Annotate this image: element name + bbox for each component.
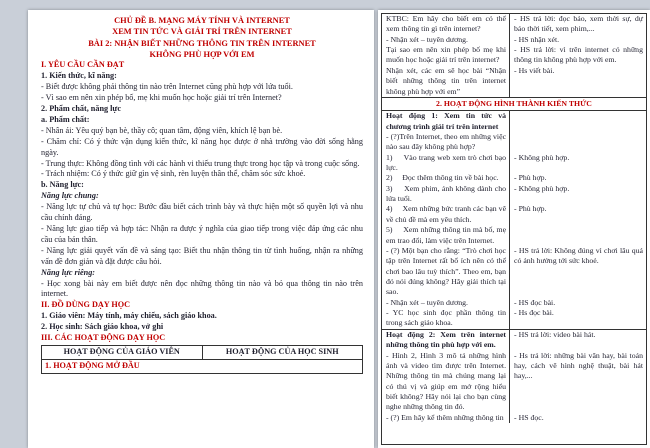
- doc-block: - Trung thực: Không đồng tình với các hành vi thiếu trung thực trong học tập và trong cuộc sống.: [41, 158, 360, 168]
- doc-block: I. YÊU CẦU CẦN ĐẠT: [41, 60, 125, 70]
- table-row: [382, 204, 646, 225]
- teacher-activity-cell: 2) Đọc thêm thông tin về bài học.: [382, 173, 510, 183]
- table-row: [382, 66, 646, 97]
- activities-table-continued: [381, 13, 647, 445]
- table-row: [382, 308, 646, 329]
- title-line-1: CHỦ ĐỀ B. MẠNG MÁY TÍNH VÀ INTERNET: [114, 16, 290, 25]
- teacher-activity-cell: Tại sao em nên xin phép bố mẹ khi muốn học hoặc giải trí trên internet?: [382, 45, 510, 66]
- document-title: [41, 15, 363, 60]
- student-activity-cell: - HS trả lời: vì trên internet có những thông tin không phù hợp với em.: [514, 45, 643, 65]
- doc-block: Năng lực chung:: [41, 191, 99, 201]
- student-activity-cell: - HS trả lời: đọc báo, xem thời sự, dự báo thời tiết, xem phim,...: [514, 14, 643, 34]
- title-line-2: XEM TIN TỨC VÀ GIẢI TRÍ TRÊN INTERNET: [112, 27, 292, 37]
- teacher-activity-cell: Nhận xét, các em sẽ học bài “Nhận biết những thông tin trên internet không phù hợp với em”: [382, 66, 510, 97]
- table-row: [382, 184, 646, 205]
- student-activity-cell: - HS đọc.: [514, 412, 544, 422]
- teacher-activity-cell: - (?) Em hãy kể thêm những thông tin: [382, 413, 510, 423]
- page-right: [378, 10, 650, 448]
- student-activity-cell: - HS đọc bài.: [514, 297, 556, 307]
- student-activity-cell: - Hs đọc bài.: [514, 308, 554, 318]
- activities-table: [41, 345, 363, 374]
- student-activity-cell: - Phù hợp.: [514, 173, 547, 183]
- doc-block: - Năng lực giao tiếp và hợp tác: Nhận ra được ý nghĩa của giao tiếp trong việc đáp ứng các nhu cầu của bản thân.: [41, 223, 363, 244]
- teacher-activity-cell: 1) Vào trang web xem trò chơi bạo lực.: [382, 153, 510, 174]
- table-row: [382, 111, 646, 132]
- title-line-4: KHÔNG PHÙ HỢP VỚI EM: [149, 50, 255, 60]
- table-row: [382, 329, 646, 351]
- student-activity-cell: - Không phù hợp.: [514, 183, 570, 193]
- student-activity-cell: - HS trả lời: video bài hát.: [514, 329, 596, 339]
- table-row: [382, 14, 646, 35]
- student-activity-cell: [510, 111, 646, 132]
- teacher-activity-cell: - Nhận xét – tuyên dương.: [382, 35, 510, 45]
- table-header-teacher: HOẠT ĐỘNG CỦA GIÁO VIÊN: [42, 345, 203, 359]
- student-activity-cell: [510, 225, 646, 246]
- table-row: [382, 153, 646, 174]
- teacher-activity-cell: - Nhận xét – tuyên dương.: [382, 298, 510, 308]
- activity-1-heading: 1. HOẠT ĐỘNG MỞ ĐẦU: [42, 359, 363, 373]
- teacher-activity-cell: Hoạt động 2: Xem trên internet những thông tin phù hợp với em.: [382, 330, 510, 351]
- table-row: [382, 298, 646, 308]
- student-activity-cell: - HS trả lời: Không đúng vì chơi lâu quá có ảnh hưởng tới sức khoẻ.: [514, 245, 643, 266]
- student-activity-cell: - HS nhận xét.: [514, 34, 560, 44]
- student-activity-cell: - Phù hợp.: [514, 204, 547, 214]
- doc-block: - Năng lực giải quyết vấn đề và sáng tạo: Biết thu nhận thông tin từ tình huống, nhận ra những vấn đề đơn giản và đặt được câu hỏi.: [41, 245, 363, 266]
- student-activity-cell: - Hs viết bài.: [514, 65, 555, 75]
- document-body: [41, 60, 363, 344]
- teacher-activity-cell: - (?) Một bạn cho rằng: “Trò chơi học tập trên Internet rất bổ ích nên có thể chơi bao lâu tuỳ thích”. Theo em, bạn đó nói đúng không? Hãy giải thích tại sao.: [382, 246, 510, 298]
- page-left: [28, 10, 374, 448]
- doc-block: Năng lực riêng:: [41, 267, 96, 277]
- doc-block: - Vì sao em nên xin phép bố, mẹ khi muốn học hoặc giải trí trên Internet?: [41, 93, 282, 103]
- table-row: [382, 45, 646, 66]
- doc-block: 2. Phẩm chất, năng lực: [41, 104, 121, 113]
- table-row: [382, 35, 646, 45]
- doc-block: 2. Học sinh: Sách giáo khoa, vở ghi: [41, 322, 164, 332]
- teacher-activity-cell: Hoạt động 1: Xem tin tức và chương trình giải trí trên internet: [382, 111, 510, 132]
- table-row: [382, 351, 646, 413]
- table-row: [382, 413, 646, 423]
- doc-block: - Trách nhiệm: Có ý thức giữ gìn vệ sinh, rèn luyện thân thể, chăm sóc sức khoẻ.: [41, 169, 306, 179]
- doc-block: 1. Kiến thức, kĩ năng:: [41, 71, 117, 81]
- table-row: [382, 132, 646, 153]
- doc-block: III. CÁC HOẠT ĐỘNG DẠY HỌC: [41, 333, 166, 343]
- teacher-activity-cell: - YC học sinh đọc phần thông tin trong sách giáo khoa.: [382, 308, 510, 329]
- doc-block: - Năng lực tự chủ và tự học: Bước đầu biết cách trình bày và thực hiện một số quyền lợi và nhu cầu chính đáng.: [41, 202, 363, 223]
- table-row: [382, 246, 646, 298]
- teacher-activity-cell: 3) Xem phim, ảnh không dành cho lứa tuổi.: [382, 184, 510, 205]
- teacher-activity-cell: 5) Xem những thông tin mà bố, mẹ em trao đổi, làm việc trên Internet.: [382, 225, 510, 246]
- table-row: [382, 225, 646, 246]
- doc-block: - Chăm chỉ: Có ý thức vận dụng kiến thức, kĩ năng học được ở nhà trường vào đời sống hằng ngày.: [41, 136, 363, 157]
- activity-2-heading: 2. HOẠT ĐỘNG HÌNH THÀNH KIẾN THỨC: [382, 97, 646, 111]
- student-activity-cell: - Không phù hợp.: [514, 152, 570, 162]
- doc-block: - Nhân ái: Yêu quý bạn bè, thầy cô; quan tâm, động viên, khích lệ bạn bè.: [41, 125, 283, 135]
- doc-block: - Học xong bài này em biết được nên đọc những thông tin nào và bỏ qua thông tin nào trên internet.: [41, 278, 363, 299]
- teacher-activity-cell: - (?)Trên Internet, theo em những việc nào sau đây không phù hợp?: [382, 132, 510, 153]
- student-activity-cell: - Hs trả lời: những bài văn hay, bài toán hay, cách vẽ hình nghệ thuật, bài hát hay,...: [514, 350, 643, 381]
- doc-block: b. Năng lực:: [41, 180, 84, 190]
- teacher-activity-cell: 4) Xem những bức tranh các bạn vẽ về chủ đề mà em yêu thích.: [382, 204, 510, 225]
- doc-block: a. Phẩm chất:: [41, 114, 90, 124]
- table-header-row: [42, 345, 363, 359]
- table-header-student: HOẠT ĐỘNG CỦA HỌC SINH: [202, 345, 363, 359]
- doc-block: - Biết được không phải thông tin nào trên Internet cũng phù hợp với lứa tuổi.: [41, 82, 293, 92]
- doc-block: 1. Giáo viên: Máy tính, máy chiếu, sách giáo khoa.: [41, 311, 217, 321]
- table-row: [382, 173, 646, 183]
- table-row: [42, 359, 363, 373]
- doc-block: II. ĐỒ DÙNG DẠY HỌC: [41, 300, 131, 310]
- title-line-3: BÀI 2: NHẬN BIẾT NHỮNG THÔNG TIN TRÊN INTERNET: [88, 38, 316, 48]
- teacher-activity-cell: - Hình 2, Hình 3 mô tả những hình ảnh và video tìm được trên Internet. Những thông tin mà chúng mang lại có thú vị và giúp em mở rộng hiểu biết không? Hãy nói lại cho bạn cùng nghe những thông tin đó.: [382, 351, 510, 413]
- teacher-activity-cell: KTBC: Em hãy cho biết em có thể xem thông tin gì trên internet?: [382, 14, 510, 35]
- student-activity-cell: [510, 132, 646, 153]
